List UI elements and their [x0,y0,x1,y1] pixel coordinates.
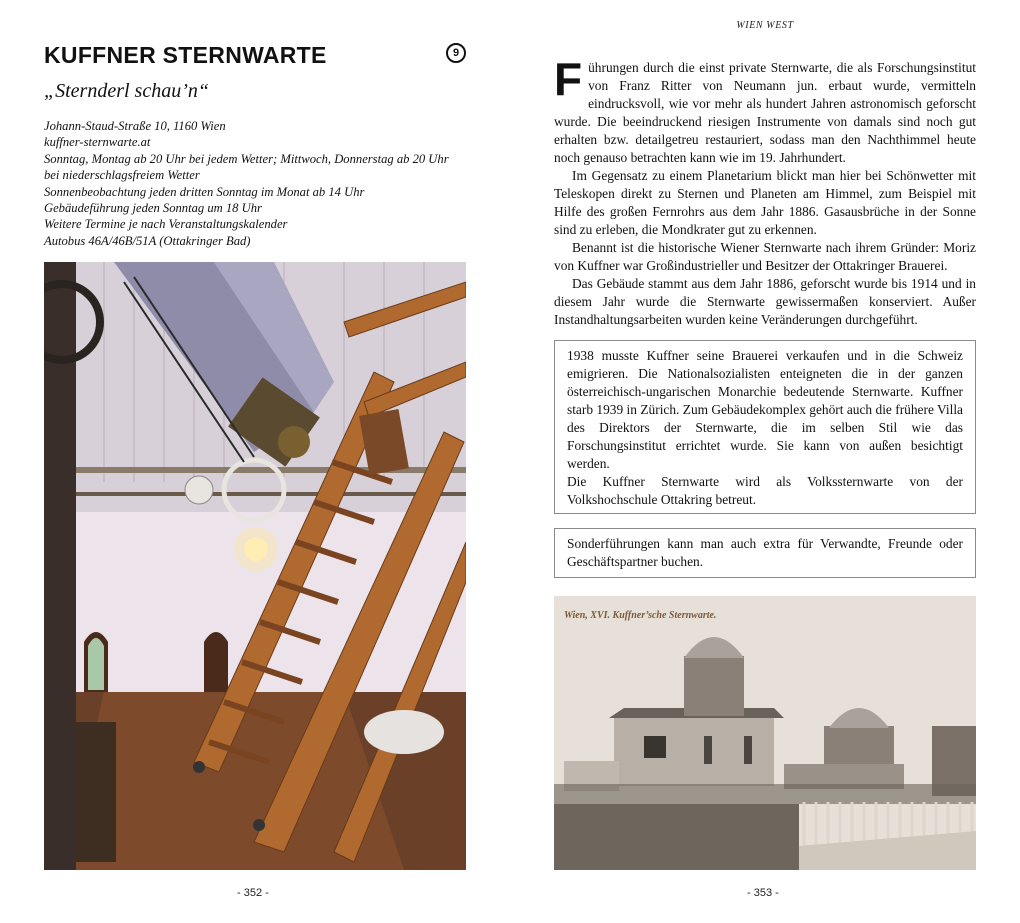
postcard-caption: Wien, XVI. Kuffner’sche Sternwarte. [564,610,717,621]
page-title: KUFFNER STERNWARTE [44,42,327,68]
drop-cap: F [554,53,583,105]
paragraph-3: Benannt ist die historische Wiener Sternwarte nach ihrem Gründer: Moriz von Kuffner war Großindustrieller und Besitzer der Ottakringer Brauerei. [554,240,976,273]
main-article [554,53,976,329]
telescope-interior-image [44,262,466,870]
historic-postcard [554,596,976,870]
page-number-left: - 352 - [237,887,269,899]
entry-number-badge: 9 [446,43,466,63]
paragraph-1 [554,53,976,167]
paragraph-1-text: ührungen durch die einst private Sternwarte, die als Forschungsinstitut von Franz Ritter von Neumann jun. erbaut wurde, vermitteln eindrucksvoll, wie vor mehr als hundert Jahren astronomisch geforscht wurde. Die beeindruckend riesigen Instrumente von damals sind noch gut erhalten bzw. detailgetreu restauriert, sodass man den Nachthimmel heute noch genauso betrachten kann wie im 19. Jahrhundert. [554,60,976,165]
history-box [554,340,976,514]
paragraph-4: Das Gebäude stammt aus dem Jahr 1886, geforscht wurde bis 1914 und in diesem Jahr wurde die Sternwarte gewissermaßen konserviert. Außer Instandhaltungsarbeiten wurden keine Veränderungen durchgeführt. [554,276,976,327]
website: kuffner-sternwarte.at [44,135,151,150]
special-tours-box [554,528,976,578]
address: Johann-Staud-Straße 10, 1160 Wien [44,119,226,133]
special-tours-text: Sonderführungen kann man auch extra für Verwandte, Freunde oder Geschäftspartner buchen. [567,536,963,569]
more-dates: Weitere Termine je nach Veranstaltungskalender [44,217,288,232]
building-tour: Gebäudeführung jeden Sonntag um 18 Uhr [44,201,262,216]
history-box-paragraph-2: Die Kuffner Sternwarte wird als Volkssternwarte von der Volkshochschule Ottakring betreut. [567,474,963,507]
running-head: WIEN WEST [736,20,794,31]
opening-hours: Sonntag, Montag ab 20 Uhr bei jedem Wetter; Mittwoch, Donnerstag ab 20 Uhr [44,151,449,166]
sun-observation: Sonnenbeobachtung jeden dritten Sonntag im Monat ab 14 Uhr [44,184,365,199]
history-box-paragraph-1: 1938 musste Kuffner seine Brauerei verkaufen und in die Schweiz emigrieren. Die Nationalsozialisten enteigneten die in der ganzen österreichisch-ungarischen Monarchie bedeutende Sternwarte. Kuffner starb 1939 in Zürich. Zum Gebäudekomplex gehört auch die frühere Villa des Direktors der Sternwarte, die im selben Stil wie das Forschungsinstitut errichtet wurde. Sie kann von außen besichtigt werden. [567,348,963,471]
info-block [44,118,474,249]
telescope-photo [44,262,466,870]
transport: Autobus 46A/46B/51A (Ottakringer Bad) [44,233,251,248]
opening-hours-cont: bei niederschlagsfreiem Wetter [44,168,200,183]
right-page [510,0,1020,923]
paragraph-2: Im Gegensatz zu einem Planetarium blickt man hier bei Schönwetter mit Teleskopen direkt zu Sternen und Planeten am Himmel, zum Beispiel mit Hilfe des großen Fernrohrs aus dem Jahr 1886. Gasausbrüche in der Sonne sind zu erleben, die Mondkrater gut zu erkennen. [554,168,976,237]
subtitle: „Sternderl schau’n“ [44,80,209,102]
observatory-postcard-image [554,596,976,870]
page-number-right: - 353 - [747,887,779,899]
